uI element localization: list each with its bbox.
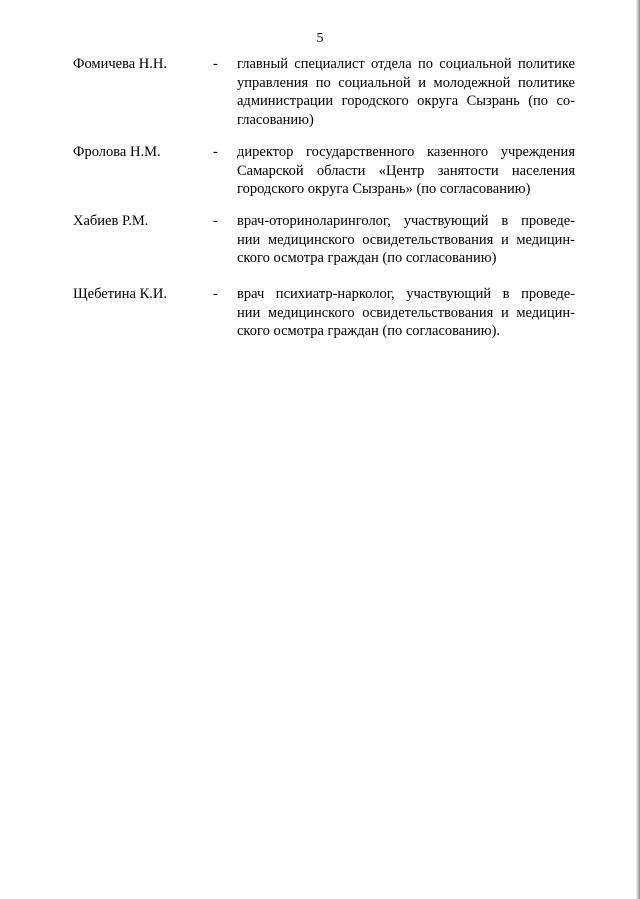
position-line: Самарской области «Центр занятости населения bbox=[237, 162, 575, 179]
position-line: директор государственного казенного учреждения bbox=[237, 144, 575, 160]
member-entry bbox=[0, 285, 640, 339]
member-name: Щебетина К.И. bbox=[73, 286, 167, 302]
member-name: Фомичева Н.Н. bbox=[73, 56, 168, 72]
member-name: Хабиев Р.М. bbox=[73, 213, 149, 229]
dash-separator: - bbox=[213, 286, 218, 302]
dash-separator: - bbox=[213, 56, 218, 72]
position-line: ского осмотра граждан (по согласованию). bbox=[237, 323, 501, 339]
member-position bbox=[237, 143, 575, 199]
scan-edge-shadow bbox=[636, 0, 640, 899]
member-entry bbox=[0, 55, 640, 128]
member-entry bbox=[0, 212, 640, 266]
position-line: гласованию) bbox=[237, 111, 314, 128]
position-line: управления по социальной и молодежной политике bbox=[237, 74, 575, 91]
position-line: врач психиатр-нарколог, участвующий в проведе- bbox=[237, 286, 575, 302]
commission-member-list bbox=[0, 55, 640, 339]
member-name: Фролова Н.М. bbox=[73, 144, 161, 160]
position-line: администрации городского округа Сызрань (по со- bbox=[237, 93, 575, 109]
dash-separator: - bbox=[213, 144, 218, 160]
page-number: 5 bbox=[316, 31, 324, 46]
position-line: врач-оториноларинголог, участвующий в проведе- bbox=[237, 213, 575, 229]
member-position bbox=[237, 285, 575, 341]
member-position bbox=[237, 55, 575, 129]
dash-separator: - bbox=[213, 213, 218, 229]
position-line: городского округа Сызрань» (по согласованию) bbox=[237, 181, 531, 197]
position-line: ского осмотра граждан (по согласованию) bbox=[237, 250, 497, 266]
position-line: нии медицинского освидетельствования и медицин- bbox=[237, 304, 575, 321]
position-line: главный специалист отдела по социальной политике bbox=[237, 56, 575, 72]
position-line: нии медицинского освидетельствования и медицин- bbox=[237, 231, 575, 248]
member-entry bbox=[0, 143, 640, 197]
member-position bbox=[237, 212, 575, 268]
